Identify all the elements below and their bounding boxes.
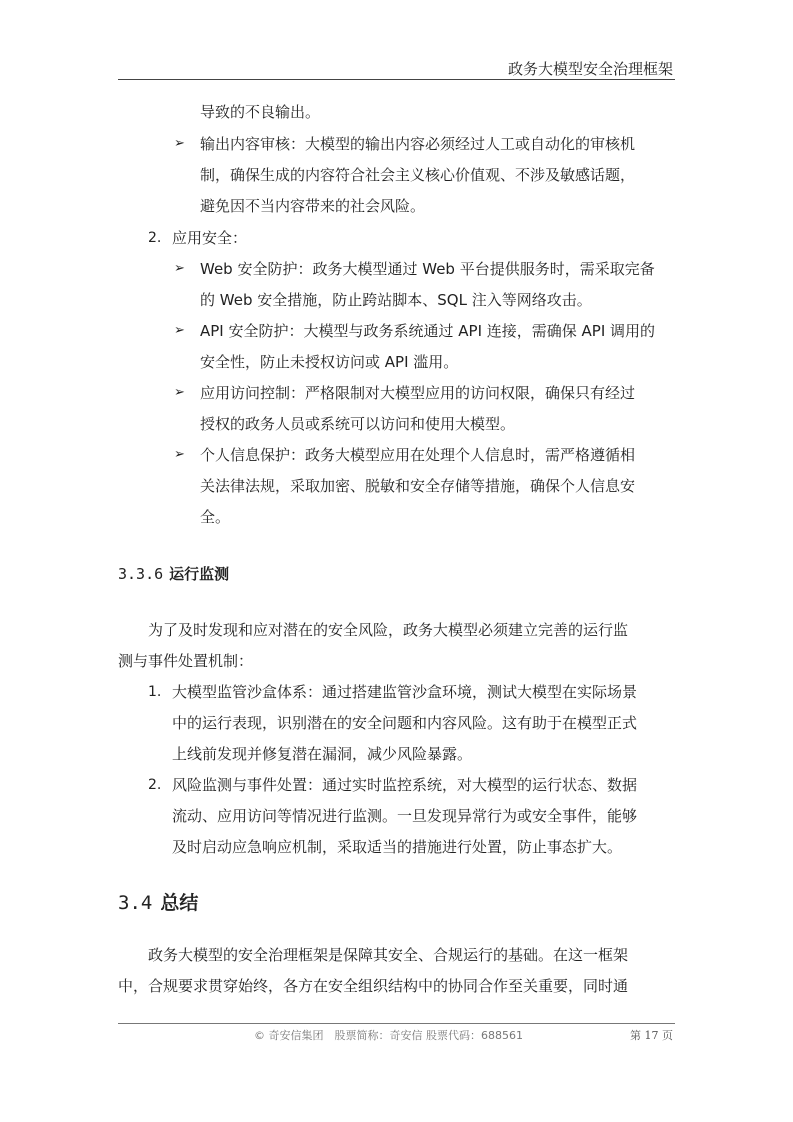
bullet-line: 授权的政务人员或系统可以访问和使用大模型。 — [200, 415, 516, 433]
item-title: 应用安全： — [172, 229, 248, 247]
item-line: 及时启动应急响应机制，采取适当的措施进行处置，防止事态扩大。 — [172, 838, 623, 856]
paragraph-line: 政务大模型的安全治理框架是保障其安全、合规运行的基础。在这一框架 — [148, 946, 629, 964]
paragraph-line: 为了及时发现和应对潜在的安全风险，政务大模型必须建立完善的运行监 — [148, 621, 629, 639]
section-heading — [118, 888, 198, 915]
footer-divider — [118, 1023, 675, 1024]
heading-title: 总结 — [160, 892, 199, 914]
running-header-title: 政务大模型安全治理框架 — [507, 60, 673, 78]
item-number: 2. — [148, 777, 162, 793]
bullet-line: 的 Web 安全措施，防止跨站脚本、SQL 注入等网络攻击。 — [200, 291, 592, 309]
bullet-line: 避免因不当内容带来的社会风险。 — [200, 197, 426, 215]
subsection-heading — [118, 563, 229, 584]
bullet-line: 个人信息保护：政务大模型应用在处理个人信息时，需严格遵循相 — [200, 446, 636, 464]
page-number: 第 17 页 — [630, 1029, 673, 1042]
item-line: 流动、应用访问等情况进行监测。一旦发现异常行为或安全事件，能够 — [172, 807, 638, 825]
bullet-line: Web 安全防护：政务大模型通过 Web 平台提供服务时，需采取完备 — [200, 260, 655, 278]
item-number: 2. — [148, 230, 162, 246]
bullet-line: 全。 — [200, 508, 231, 526]
item-line: 上线前发现并修复潜在漏洞，减少风险暴露。 — [172, 745, 473, 763]
bullet-line: 关法律法规，采取加密、脱敏和安全存储等措施，确保个人信息安 — [200, 477, 636, 495]
item-line: 风险监测与事件处置：通过实时监控系统，对大模型的运行状态、数据 — [172, 776, 638, 794]
arrow-right-icon: ➢ — [174, 385, 185, 400]
bullet-line: 应用访问控制：严格限制对大模型应用的访问权限，确保只有经过 — [200, 384, 636, 402]
item-number: 1. — [148, 684, 162, 700]
header-divider — [118, 79, 675, 80]
footer-copyright: © 奇安信集团 股票简称：奇安信 股票代码：688561 — [254, 1029, 523, 1042]
arrow-right-icon: ➢ — [174, 261, 185, 276]
bullet-line: API 安全防护：大模型与政务系统通过 API 连接，需确保 API 调用的 — [200, 322, 656, 340]
heading-number: 3.3.6 — [118, 565, 164, 583]
paragraph-line: 测与事件处置机制： — [118, 652, 254, 670]
bullet-line: 输出内容审核：大模型的输出内容必须经过人工或自动化的审核机 — [200, 135, 636, 153]
arrow-right-icon: ➢ — [174, 136, 185, 151]
heading-title: 运行监测 — [169, 565, 230, 583]
arrow-right-icon: ➢ — [174, 447, 185, 462]
heading-number: 3.4 — [118, 892, 153, 914]
continuation-text: 导致的不良输出。 — [200, 103, 321, 121]
item-line: 大模型监管沙盒体系：通过搭建监管沙盒环境，测试大模型在实际场景 — [172, 683, 638, 701]
paragraph-line: 中，合规要求贯穿始终，各方在安全组织结构中的协同合作至关重要，同时通 — [118, 977, 629, 995]
bullet-line: 安全性，防止未授权访问或 API 滥用。 — [200, 353, 459, 371]
item-line: 中的运行表现，识别潜在的安全问题和内容风险。这有助于在模型正式 — [172, 714, 638, 732]
bullet-line: 制，确保生成的内容符合社会主义核心价值观、不涉及敏感话题， — [200, 166, 636, 184]
arrow-right-icon: ➢ — [174, 323, 185, 338]
